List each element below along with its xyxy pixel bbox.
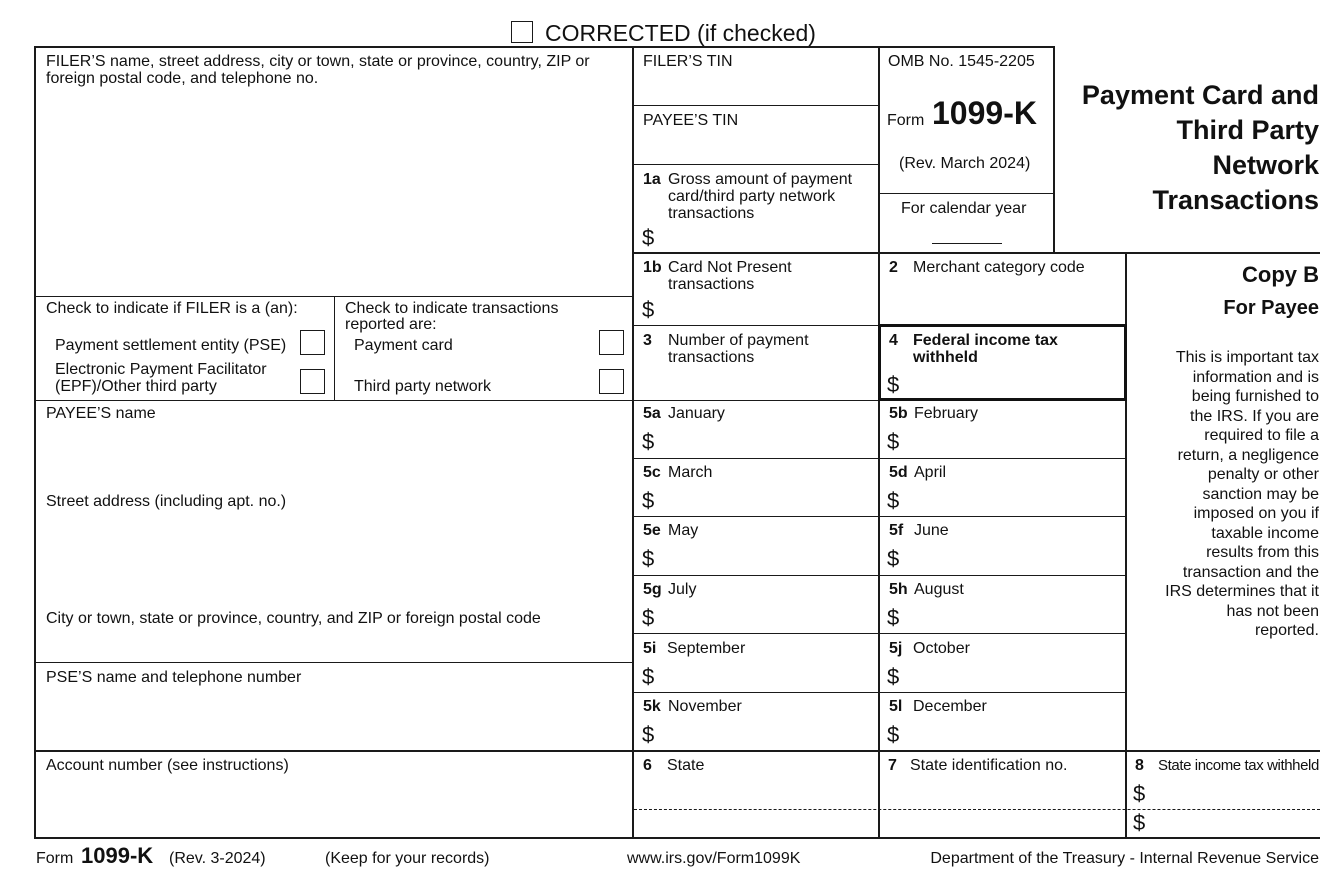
box-1b-label-2: transactions: [668, 276, 755, 293]
divider-h-5gh: [632, 633, 1126, 634]
box-5h-dollar[interactable]: $: [887, 605, 900, 630]
notice-line: information and is: [1192, 368, 1319, 386]
box-5h-number: 5h: [889, 581, 908, 598]
box-5l-number: 5l: [889, 698, 903, 715]
box-5g-number: 5g: [643, 581, 662, 598]
divider-h-5cd: [632, 516, 1126, 517]
copy-notice: [1129, 348, 1319, 641]
notice-line: the IRS. If you are: [1190, 407, 1319, 425]
divider-h-5ef: [632, 575, 1126, 576]
box-8-label: State income tax withheld: [1158, 757, 1319, 774]
notice-line: imposed on you if: [1193, 505, 1319, 522]
box-5e-label: May: [668, 522, 699, 539]
epf-label-line2: (EPF)/Other third party: [55, 378, 217, 395]
account-number-label: Account number (see instructions): [46, 757, 289, 774]
box-5f-dollar[interactable]: $: [887, 546, 900, 571]
divider-h-year: [878, 193, 1055, 194]
box-5e-dollar[interactable]: $: [642, 546, 655, 571]
box-1a-label-1: Gross amount of payment: [668, 171, 853, 188]
form-revision: (Rev. March 2024): [899, 155, 1031, 172]
payee-name-label: PAYEE’S name: [46, 405, 156, 422]
box-8-dollar-1[interactable]: $: [1133, 781, 1146, 806]
box-3-label-2: transactions: [668, 349, 755, 366]
city-label: City or town, state or province, country, and ZIP or foreign postal code: [46, 610, 541, 627]
box-8-number: 8: [1135, 757, 1144, 774]
omb-number: OMB No. 1545-2205: [888, 53, 1035, 70]
box-5b-number: 5b: [889, 405, 908, 422]
notice-line: has not been: [1226, 602, 1319, 620]
copy-title: Copy B: [1242, 262, 1319, 287]
corrected-label: CORRECTED (if checked): [545, 20, 816, 46]
box-4-number: 4: [889, 332, 898, 349]
divider-v-1054: [1053, 46, 1055, 253]
box-5c-number: 5c: [643, 464, 661, 481]
box-5l-label: December: [913, 698, 987, 715]
box-5a-dollar[interactable]: $: [642, 429, 655, 454]
box-1b-label-1: Card Not Present: [668, 259, 792, 276]
box-5a-number: 5a: [643, 405, 661, 422]
pse-name-label: PSE’S name and telephone number: [46, 669, 302, 686]
notice-line: taxable income: [1211, 524, 1319, 542]
box-4-dollar[interactable]: $: [887, 372, 900, 397]
footer-url: www.irs.gov/Form1099K: [627, 850, 801, 867]
pse-label: Payment settlement entity (PSE): [55, 337, 287, 354]
box-5f-number: 5f: [889, 522, 904, 539]
box-7-label: State identification no.: [910, 757, 1068, 774]
divider-h-filer: [34, 296, 634, 297]
payment-card-checkbox[interactable]: [599, 330, 624, 355]
payee-tin-label: PAYEE’S TIN: [643, 112, 739, 129]
divider-h-5ij: [632, 692, 1126, 693]
form-border-left: [34, 46, 36, 839]
title-line-3: Network: [1212, 150, 1319, 180]
third-party-checkbox[interactable]: [599, 369, 624, 394]
epf-checkbox[interactable]: [300, 369, 325, 394]
txn-type-title-line2: reported are:: [345, 316, 437, 333]
box-5k-label: November: [668, 698, 742, 715]
divider-h-5ab: [632, 458, 1126, 459]
notice-line: reported.: [1254, 622, 1319, 639]
divider-h-payee-tin: [632, 164, 880, 165]
notice-line: sanction may be: [1202, 485, 1319, 503]
title-line-4: Transactions: [1152, 185, 1319, 215]
footer-form-number: 1099-K: [81, 843, 154, 868]
notice-line: return, a negligence: [1177, 446, 1319, 464]
title-line-1: Payment Card and: [1081, 80, 1319, 110]
box-1a-number: 1a: [643, 171, 661, 188]
box-5b-label: February: [914, 405, 979, 422]
box-1a-label-2: card/third party network: [668, 188, 836, 205]
footer-department: Department of the Treasury - Internal Revenue Service: [930, 850, 1319, 867]
divider-h-pse: [34, 662, 634, 663]
notice-line: required to file a: [1204, 427, 1319, 444]
form-border-top: [34, 46, 1055, 48]
footer-revision: (Rev. 3-2024): [169, 850, 266, 867]
box-1a-dollar[interactable]: $: [642, 225, 655, 250]
box-1b-number: 1b: [643, 259, 662, 276]
box-5h-label: August: [914, 581, 964, 598]
box-5g-label: July: [668, 581, 697, 598]
box-5d-number: 5d: [889, 464, 908, 481]
street-address-label: Street address (including apt. no.): [46, 493, 287, 510]
form-border-bottom: [34, 837, 1320, 839]
divider-h-account: [34, 750, 1320, 752]
epf-label-line1: Electronic Payment Facilitator: [55, 361, 267, 378]
calendar-year-label: For calendar year: [901, 200, 1027, 217]
box-5c-label: March: [668, 464, 713, 481]
box-1a-label-3: transactions: [668, 205, 755, 222]
box-5e-number: 5e: [643, 522, 661, 539]
payment-card-label: Payment card: [354, 337, 453, 354]
box-1b-dollar[interactable]: $: [642, 297, 655, 322]
notice-line: results from this: [1206, 544, 1319, 561]
footer-keep: (Keep for your records): [325, 850, 490, 867]
box-6-label: State: [667, 757, 705, 774]
box-5c-dollar[interactable]: $: [642, 488, 655, 513]
copy-subtitle: For Payee: [1223, 297, 1319, 319]
notice-line: being furnished to: [1191, 388, 1319, 405]
box-5j-label: October: [913, 640, 970, 657]
filer-type-title: Check to indicate if FILER is a (an):: [46, 300, 298, 317]
third-party-label: Third party network: [354, 378, 491, 395]
dashed-line-state: [634, 809, 1320, 810]
box-4-label-1: Federal income tax: [913, 332, 1058, 349]
box-5i-label: September: [667, 640, 746, 657]
box-5f-label: June: [914, 522, 949, 539]
box-5i-dollar[interactable]: $: [642, 664, 655, 689]
notice-line: IRS determines that it: [1165, 583, 1319, 600]
divider-h-payee: [34, 400, 634, 401]
corrected-checkbox[interactable]: [511, 21, 533, 43]
footer-form-word: Form: [36, 850, 74, 867]
form-number: 1099-K: [932, 95, 1037, 131]
box-7-number: 7: [888, 757, 897, 774]
box-2-label: Merchant category code: [913, 259, 1085, 276]
box-5b-dollar[interactable]: $: [887, 429, 900, 454]
notice-line: This is important tax: [1175, 349, 1319, 366]
box-5a-label: January: [668, 405, 725, 422]
divider-h-tin: [632, 105, 880, 106]
divider-h-1a: [632, 252, 1320, 254]
box-5j-number: 5j: [889, 640, 903, 657]
box-8-dollar-2[interactable]: $: [1133, 810, 1146, 835]
notice-line: transaction and the: [1182, 563, 1319, 581]
box-5j-dollar[interactable]: $: [887, 664, 900, 689]
box-5d-dollar[interactable]: $: [887, 488, 900, 513]
title-line-2: Third Party: [1176, 115, 1319, 145]
box-2-number: 2: [889, 259, 898, 276]
notice-line: penalty or other: [1207, 466, 1319, 483]
calendar-year-blank[interactable]: [932, 243, 1002, 244]
box-6-number: 6: [643, 757, 652, 774]
filer-tin-label: FILER’S TIN: [643, 53, 733, 70]
box-3-label-1: Number of payment: [668, 332, 809, 349]
box-5k-dollar[interactable]: $: [642, 722, 655, 747]
box-5k-number: 5k: [643, 698, 661, 715]
box-4-label-2: withheld: [913, 349, 978, 366]
form-word: Form: [887, 112, 925, 129]
txn-type-title-line1: Check to indicate transactions: [345, 300, 559, 317]
box-5i-number: 5i: [643, 640, 657, 657]
box-5l-dollar[interactable]: $: [887, 722, 900, 747]
filer-label: FILER’S name, street address, city or town, state or province, country, ZIP or foreign postal code, and telephone no.: [46, 53, 590, 87]
box-5g-dollar[interactable]: $: [642, 605, 655, 630]
box-5d-label: April: [914, 464, 947, 481]
divider-v-335: [334, 297, 335, 401]
pse-checkbox[interactable]: [300, 330, 325, 355]
box-3-number: 3: [643, 332, 652, 349]
